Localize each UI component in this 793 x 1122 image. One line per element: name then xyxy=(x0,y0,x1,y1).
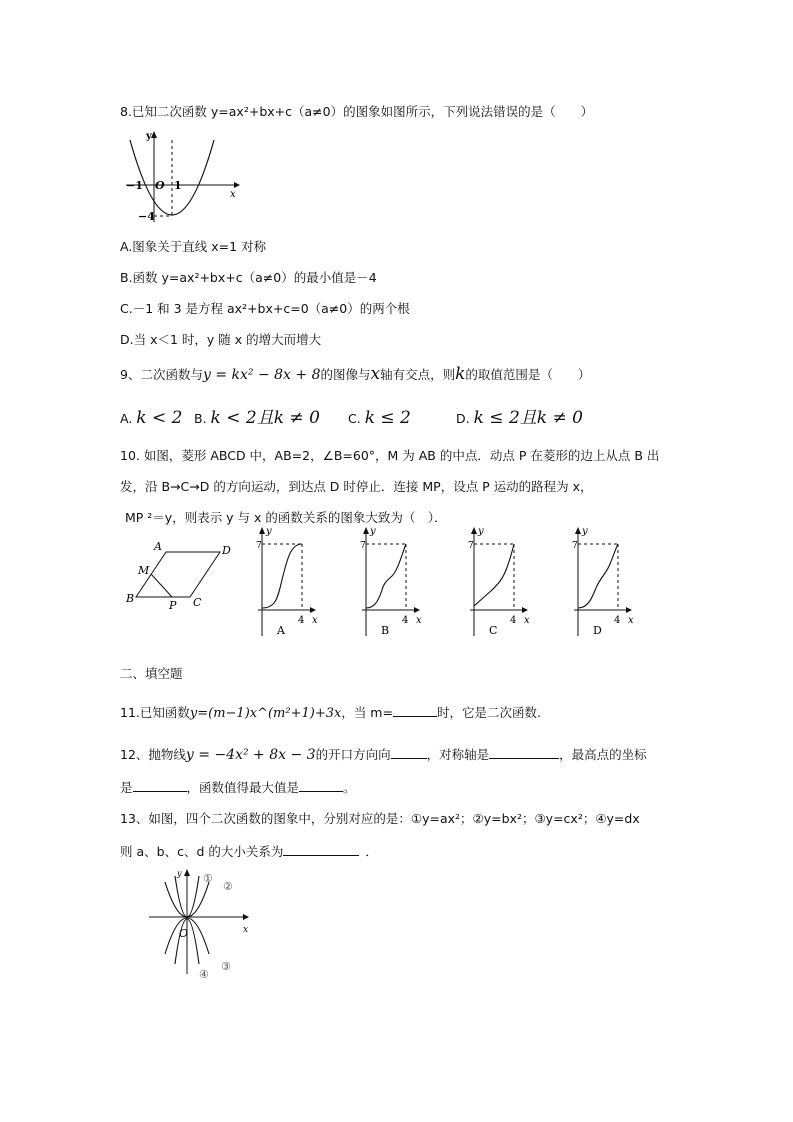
q8-x-arrow-icon xyxy=(234,182,240,188)
graph-y-label: y xyxy=(266,526,272,537)
q8-option-c: C.－1 和 3 是方程 ax²+bx+c=0（a≠0）的两个根 xyxy=(120,301,410,316)
q9-formula: y = kx² − 8x + 8 xyxy=(202,367,321,383)
q13-label-c3: ③ xyxy=(221,960,231,973)
q8-stem: 8.已知二次函数 y=ax²+bx+c（a≠0）的图象如图所示，下列说法错误的是（ ） xyxy=(120,104,594,119)
q10-graph-a xyxy=(252,524,322,639)
graph-seven: 7 xyxy=(256,541,262,551)
q9-option-a-value: k < 2 xyxy=(136,408,183,428)
q9-option-b-label: B. xyxy=(194,411,207,426)
q13-line2 xyxy=(120,843,378,860)
graph-four: 4 xyxy=(510,615,517,626)
q10-label-m: M xyxy=(138,564,150,577)
q10-label-d: D xyxy=(222,544,231,557)
q9-var-x: x xyxy=(370,364,381,384)
q13-y-label: y xyxy=(177,869,182,878)
q9-option-c xyxy=(348,410,411,427)
graph-x-label: x xyxy=(524,615,530,626)
q9-prefix: 9、二次函数与 xyxy=(120,367,203,382)
q8-option-a: A.图象关于直线 x=1 对称 xyxy=(120,239,267,254)
q8-parabola-graph xyxy=(122,130,242,225)
q8-tick-neg4: −4 xyxy=(138,210,155,223)
q13-x-arrow-icon xyxy=(243,914,249,920)
q13-answer-blank[interactable] xyxy=(283,843,359,856)
q12-formula: y = −4x² + 8x − 3 xyxy=(185,747,316,763)
graph-y-arrow-icon xyxy=(575,527,581,534)
q10-graph-d xyxy=(568,524,638,639)
graph-four: 4 xyxy=(298,615,305,626)
q12-mid1: 的开口方向向 xyxy=(315,747,391,762)
section-title: 二、填空题 xyxy=(120,666,183,681)
q13-y-arrow-icon xyxy=(184,869,190,876)
q8-option-b: B.函数 y=ax²+bx+c（a≠0）的最小值是－4 xyxy=(120,270,377,285)
q13-origin: O xyxy=(179,927,189,940)
graph-label: B xyxy=(381,624,390,637)
q11-prefix: 11.已知函数 xyxy=(120,705,190,720)
graph-y-label: y xyxy=(370,526,376,537)
q10-graph-b xyxy=(356,524,426,639)
q10-graph-c xyxy=(464,524,534,639)
graph-seven: 7 xyxy=(572,541,578,551)
graph-curve xyxy=(366,544,406,608)
graph-curve xyxy=(474,544,514,606)
graph-label: C xyxy=(489,624,498,637)
q11-formula: y=(m−1)x^(m²+1)+3x xyxy=(189,706,342,721)
graph-label: D xyxy=(593,624,602,637)
q10-label-c: C xyxy=(193,596,202,609)
graph-x-label: x xyxy=(628,615,634,626)
q13-line2-prefix: 则 a、b、c、d 的大小关系为 xyxy=(120,844,284,859)
q10-line2: 发，沿 B→C→D 的方向运动，到达点 D 时停止．连接 MP，设点 P 运动的路程为 x， xyxy=(120,479,593,494)
q13-x-label: x xyxy=(243,925,249,935)
q9-mid2: 轴有交点，则 xyxy=(380,367,456,382)
q11-suffix: 时，它是二次函数. xyxy=(436,705,541,720)
graph-y-label: y xyxy=(478,526,484,537)
q8-tick-1: 1 xyxy=(174,179,182,192)
q12-line2-mid: ，函数值得最大值是 xyxy=(186,780,300,795)
q12-prefix: 12、抛物线 xyxy=(120,747,186,762)
graph-seven: 7 xyxy=(360,541,366,551)
q10-segment-mp xyxy=(151,574,172,597)
graph-seven: 7 xyxy=(468,541,474,551)
q12-blank-max[interactable] xyxy=(299,779,343,792)
q9-option-a-label: A. xyxy=(120,411,133,426)
graph-y-arrow-icon xyxy=(471,527,477,534)
q9-option-a xyxy=(120,410,182,427)
q9-option-b-value: k < 2且k ≠ 0 xyxy=(210,408,320,428)
q8-y-arrow-icon xyxy=(151,131,157,138)
q9-option-c-value: k ≤ 2 xyxy=(364,408,411,428)
q12-line1 xyxy=(120,746,647,763)
q13-label-c4: ④ xyxy=(199,968,209,981)
q11-answer-blank[interactable] xyxy=(393,704,437,717)
q13-label-c1: ① xyxy=(203,872,213,885)
q9-option-d-label: D. xyxy=(456,411,470,426)
graph-x-arrow-icon xyxy=(310,607,316,613)
graph-y-arrow-icon xyxy=(259,527,265,534)
q12-mid3: ，最高点的坐标 xyxy=(559,747,647,762)
q8-tick-neg1: −1 xyxy=(126,179,143,192)
q12-blank-direction[interactable] xyxy=(391,746,427,759)
q13-line2-suffix: ． xyxy=(365,844,378,859)
q10-rhombus-figure xyxy=(122,540,232,615)
q9-stem xyxy=(120,366,590,383)
q13-label-c2: ② xyxy=(223,880,233,893)
q12-line2-suffix: 。 xyxy=(343,780,356,795)
q12-line2-prefix: 是 xyxy=(120,780,133,795)
graph-x-arrow-icon xyxy=(626,607,632,613)
q9-suffix: 的取值范围是（ ） xyxy=(465,367,591,382)
q8-x-label: x xyxy=(230,189,236,200)
q13-parabolas-graph xyxy=(145,868,255,981)
graph-four: 4 xyxy=(614,615,621,626)
q9-option-d-value: k ≤ 2且k ≠ 0 xyxy=(473,408,583,428)
graph-four: 4 xyxy=(402,615,409,626)
q8-origin-label: O xyxy=(155,179,165,192)
q10-label-b: B xyxy=(126,592,135,605)
q9-option-c-label: C. xyxy=(348,411,361,426)
q10-line3: MP ²＝y，则表示 y 与 x 的函数关系的图象大致为（ ）． xyxy=(125,510,447,525)
q13-line1: 13、如图，四个二次函数的图象中，分别对应的是：①y=ax²；②y=bx²；③y=cx²；④y=dx xyxy=(120,811,640,826)
graph-curve xyxy=(578,544,618,608)
q8-option-d: D.当 x＜1 时，y 随 x 的增大而增大 xyxy=(120,332,322,347)
q11-stem xyxy=(120,704,541,722)
q8-y-label: y xyxy=(146,131,152,142)
q10-label-a: A xyxy=(154,540,162,553)
q12-mid2: ，对称轴是 xyxy=(426,747,490,762)
q9-option-d xyxy=(456,410,583,427)
q9-mid: 的图像与 xyxy=(320,367,371,382)
graph-y-arrow-icon xyxy=(363,527,369,534)
q12-blank-vertex[interactable] xyxy=(133,779,187,792)
graph-x-label: x xyxy=(416,615,422,626)
q10-line1: 10. 如图，菱形 ABCD 中，AB=2，∠B=60°，M 为 AB 的中点．动点 P 在菱形的边上从点 B 出 xyxy=(120,448,660,463)
graph-x-arrow-icon xyxy=(414,607,420,613)
q9-var-k: k xyxy=(455,364,466,384)
q9-option-b xyxy=(194,410,320,427)
graph-x-arrow-icon xyxy=(522,607,528,613)
graph-y-label: y xyxy=(582,526,588,537)
q12-blank-axis[interactable] xyxy=(489,746,559,759)
q10-label-p: P xyxy=(169,599,177,612)
graph-label: A xyxy=(277,624,285,637)
graph-x-label: x xyxy=(312,615,318,626)
graph-curve xyxy=(262,544,302,608)
q11-mid: ，当 m= xyxy=(341,705,393,720)
q12-line2 xyxy=(120,779,356,796)
